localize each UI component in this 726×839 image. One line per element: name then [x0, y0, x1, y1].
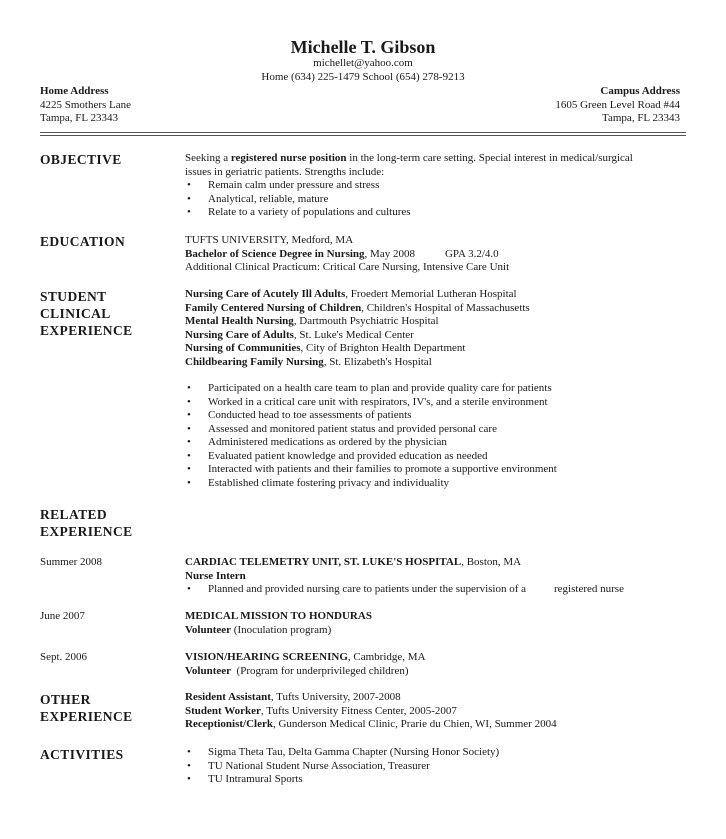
- clinical-heading: STUDENT CLINICAL EXPERIENCE: [40, 289, 133, 338]
- related-role: Volunteer (Inoculation program): [185, 623, 332, 636]
- other-section: [185, 691, 675, 732]
- related-duties-list: [185, 583, 675, 597]
- home-address-label: Home Address: [40, 85, 109, 97]
- email: michellet@yahoo.com: [313, 57, 413, 69]
- activities-section: [185, 746, 675, 787]
- objective-line1: Seeking a registered nurse position in the long-term care setting. Special interest in medical/surgical: [185, 152, 633, 164]
- related-org: CARDIAC TELEMETRY UNIT, ST. LUKE'S HOSPITAL, Boston, MA: [185, 556, 522, 568]
- campus-address-label: Campus Address: [600, 85, 680, 97]
- objective-line2: issues in geriatric patients. Strengths include:: [185, 165, 385, 178]
- phone-numbers: Home (634) 225-1479 School (654) 278-9213: [261, 71, 465, 83]
- clinical-placement: Nursing Care of Acutely Ill Adults, Froedert Memorial Lutheran Hospital: [185, 288, 517, 300]
- related-entry: [185, 651, 675, 678]
- education-section: [185, 234, 675, 275]
- other-item: Receptionist/Clerk, Gunderson Medical Clinic, Prarie du Chien, WI, Summer 2004: [185, 718, 557, 730]
- related-date: Summer 2008: [40, 556, 103, 568]
- clinical-duties-list: [185, 382, 675, 490]
- list-item: • Interacted with patients and their families to promote a supportive environment: [185, 463, 675, 477]
- other-item: Resident Assistant, Tufts University, 2007-2008: [185, 691, 401, 703]
- campus-address-line2: Tampa, FL 23343: [602, 112, 680, 124]
- list-item: • TU National Student Nurse Association, Treasurer: [185, 760, 675, 774]
- home-address: [40, 85, 240, 126]
- list-item: • Worked in a critical care unit with respirators, IV's, and a sterile environment: [185, 396, 675, 410]
- education-school: TUFTS UNIVERSITY, Medford, MA: [185, 234, 354, 246]
- related-date: June 2007: [40, 610, 85, 622]
- list-item: • Established climate fostering privacy and individuality: [185, 477, 675, 491]
- activities-heading: ACTIVITIES: [40, 747, 124, 762]
- related-org: VISION/HEARING SCREENING, Cambridge, MA: [185, 651, 426, 663]
- list-item: • Participated on a health care team to plan and provide quality care for patients: [185, 382, 675, 396]
- education-heading: EDUCATION: [40, 234, 126, 249]
- candidate-name: Michelle T. Gibson: [290, 37, 436, 57]
- education-degree: Bachelor of Science Degree in Nursing, May 2008 GPA 3.2/4.0: [185, 247, 499, 260]
- list-item: • TU Intramural Sports: [185, 773, 675, 787]
- related-org: MEDICAL MISSION TO HONDURAS: [185, 610, 372, 622]
- list-item: • Relate to a variety of populations and cultures: [185, 206, 675, 220]
- list-item: • Conducted head to toe assessments of patients: [185, 409, 675, 423]
- home-address-line2: Tampa, FL 23343: [40, 112, 118, 124]
- other-item: Student Worker, Tufts University Fitness Center, 2005-2007: [185, 704, 457, 717]
- other-heading: OTHER EXPERIENCE: [40, 692, 133, 724]
- objective-strengths-list: [185, 179, 675, 220]
- clinical-placement: Nursing Care of Adults, St. Luke's Medical Center: [185, 328, 414, 341]
- list-item: • Sigma Theta Tau, Delta Gamma Chapter (Nursing Honor Society): [185, 746, 675, 760]
- related-heading: RELATED EXPERIENCE: [40, 507, 133, 539]
- list-item: • Administered medications as ordered by the physician: [185, 436, 675, 450]
- list-item: • Remain calm under pressure and stress: [185, 179, 675, 193]
- clinical-placement: Childbearing Family Nursing, St. Elizabeth's Hospital: [185, 355, 432, 368]
- related-entry: [185, 556, 675, 597]
- education-additional: Additional Clinical Practicum: Critical Care Nursing, Intensive Care Unit: [185, 261, 510, 273]
- related-date: Sept. 2006: [40, 651, 88, 663]
- clinical-placement: Mental Health Nursing, Dartmouth Psychiatric Hospital: [185, 315, 439, 327]
- activities-list: [185, 746, 675, 787]
- objective-heading: OBJECTIVE: [40, 152, 122, 167]
- clinical-placement: Nursing of Communities, City of Brighton Health Department: [185, 342, 466, 354]
- list-item: • Assessed and monitored patient status and provided personal care: [185, 423, 675, 437]
- related-role: Nurse Intern: [185, 569, 246, 582]
- header-divider-second: [40, 135, 686, 136]
- related-role: Volunteer (Program for underprivileged children): [185, 664, 409, 677]
- home-address-line1: 4225 Smothers Lane: [40, 98, 132, 111]
- campus-address-line1: 1605 Green Level Road #44: [555, 98, 680, 111]
- list-item: • Planned and provided nursing care to patients under the supervision of a registered nurse: [185, 583, 675, 597]
- list-item: • Analytical, reliable, mature: [185, 193, 675, 207]
- clinical-section: [185, 288, 675, 490]
- clinical-placement: Family Centered Nursing of Children, Children's Hospital of Massachusetts: [185, 301, 530, 314]
- campus-address: [460, 85, 680, 126]
- header-divider: [40, 132, 686, 133]
- related-entry: [185, 610, 675, 637]
- objective-section: [185, 152, 675, 220]
- list-item: • Evaluated patient knowledge and provided education as needed: [185, 450, 675, 464]
